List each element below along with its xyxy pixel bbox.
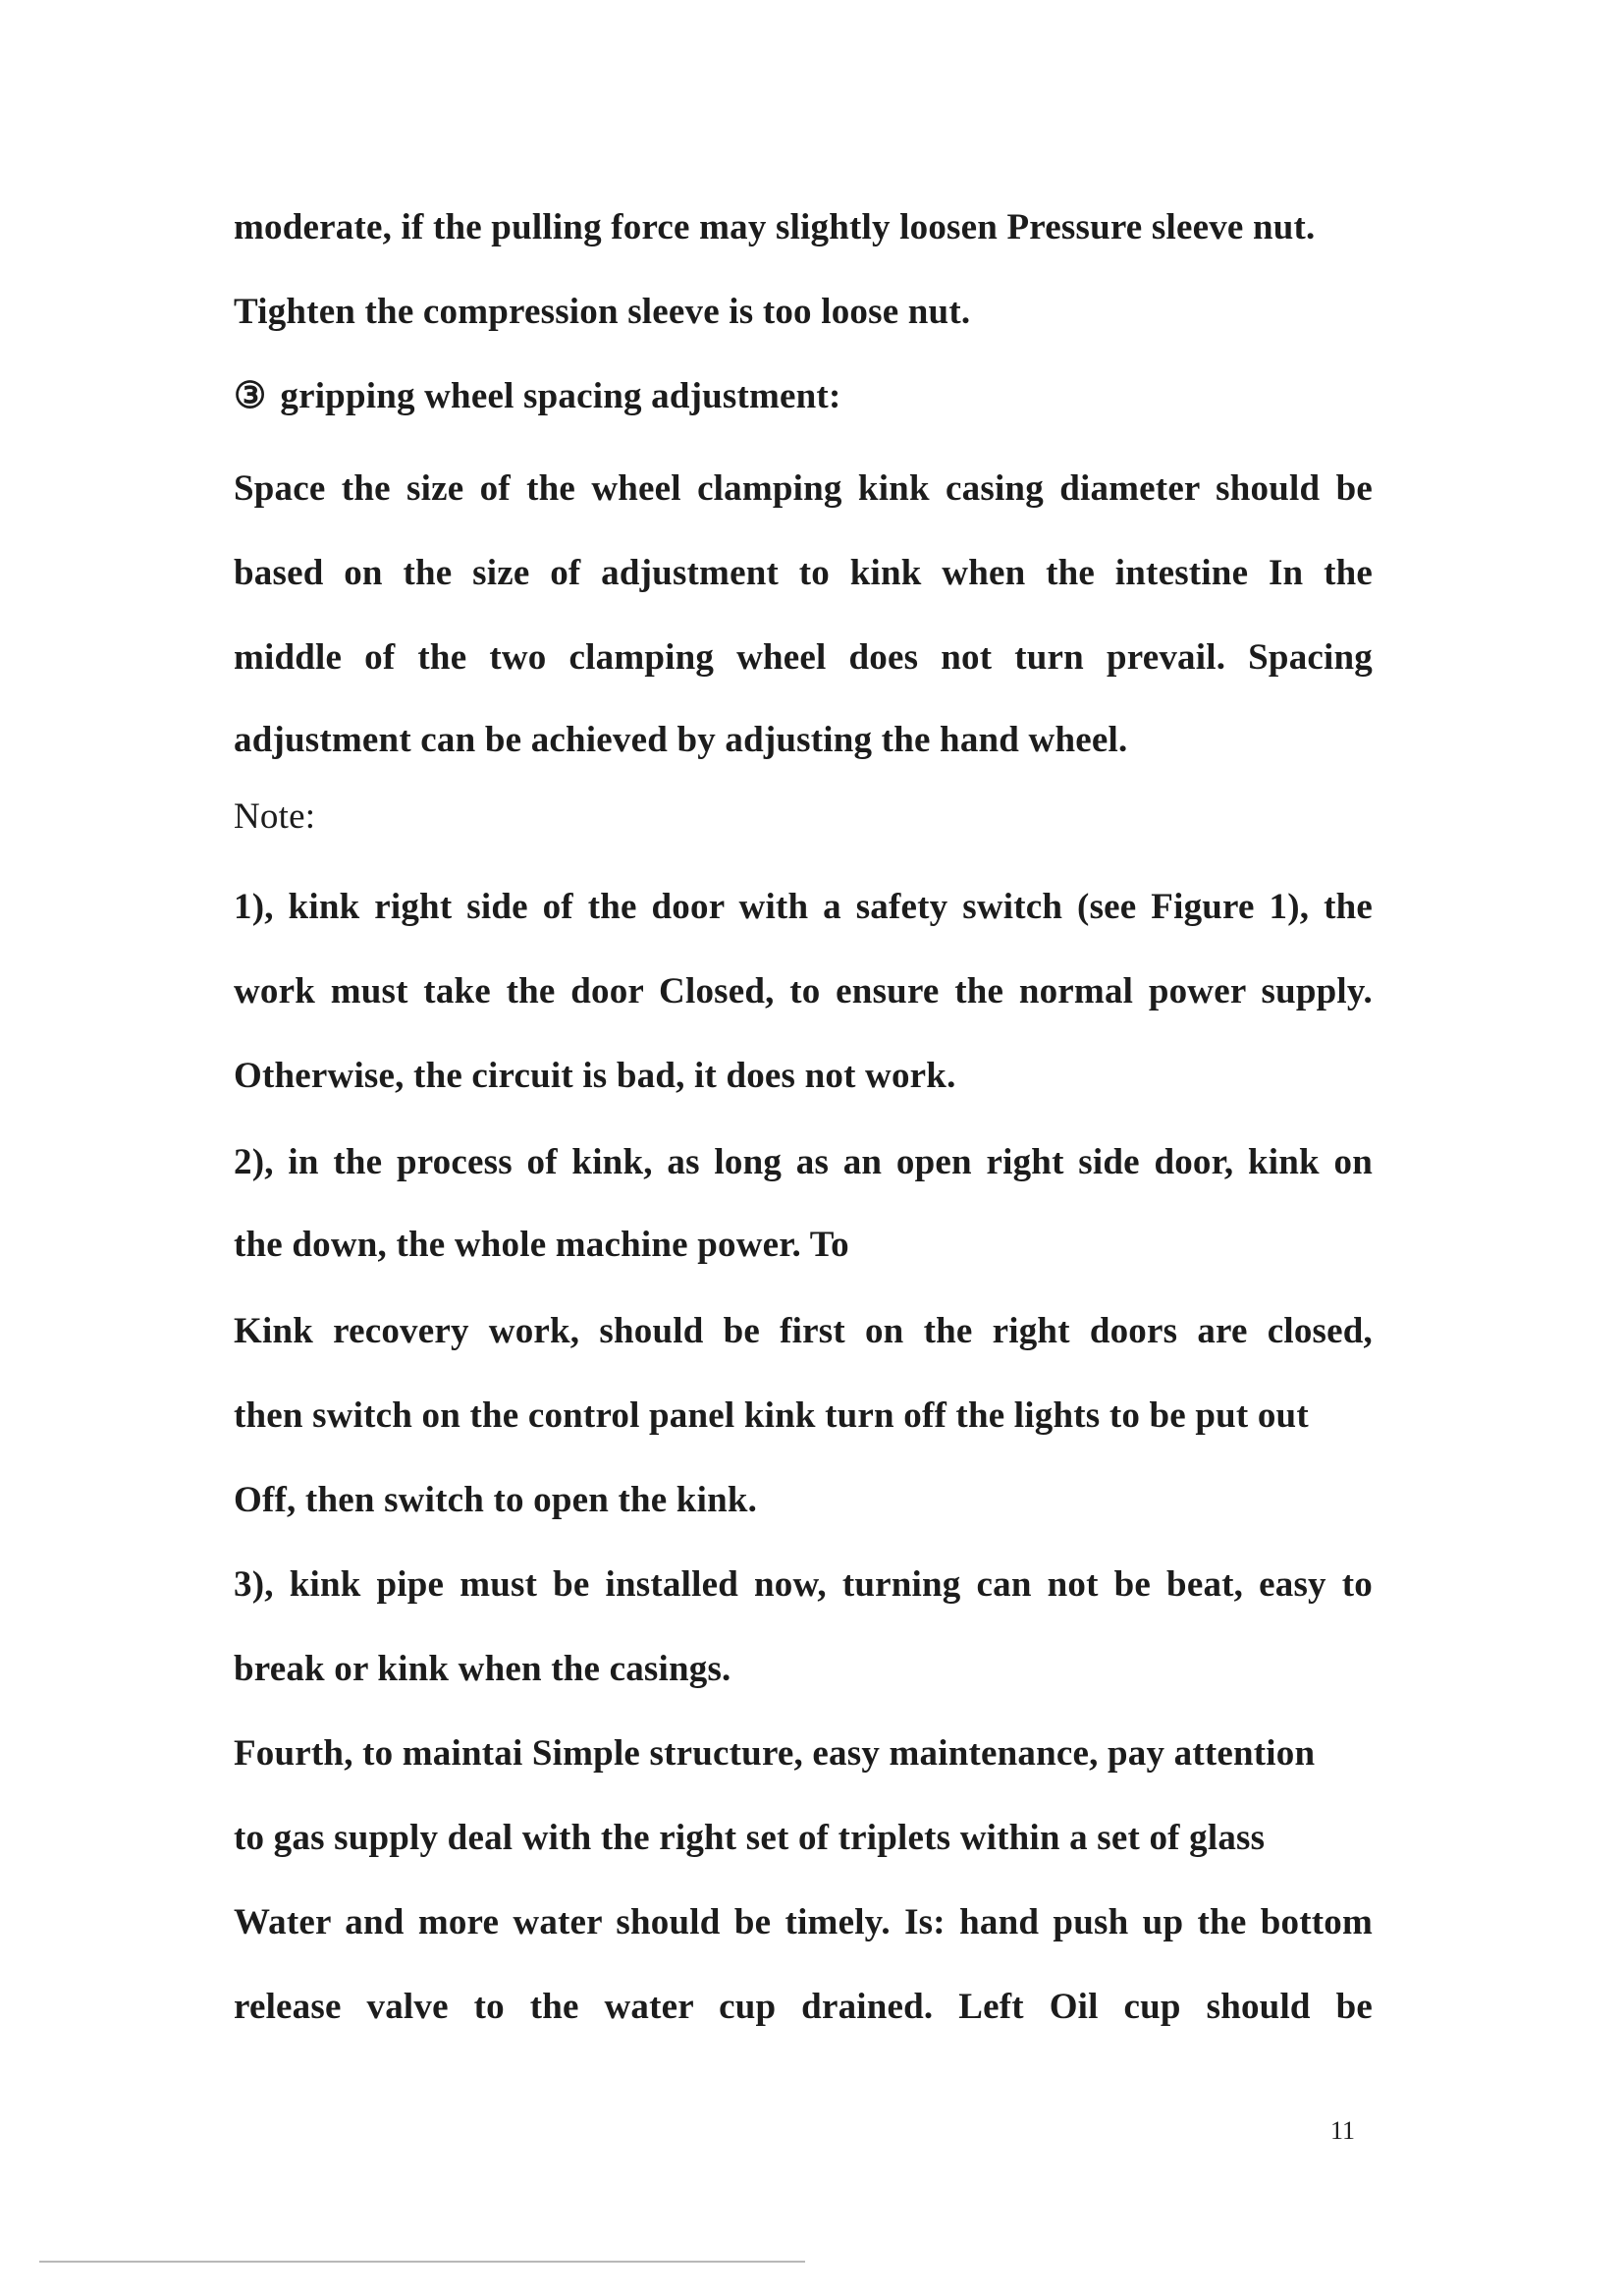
paragraph-line: Tighten the compression sleeve is too loose nut.: [234, 292, 971, 332]
paragraph-line: Fourth, to maintai Simple structure, easy maintenance, pay attention: [234, 1733, 1316, 1774]
note-item-line: Otherwise, the circuit is bad, it does not work.: [234, 1056, 956, 1096]
page-number: 11: [1330, 2116, 1356, 2145]
note-item-line: Kink recovery work, should be first on the right doors are closed,: [234, 1311, 1373, 1351]
note-heading: Note:: [234, 796, 316, 837]
paragraph-line: adjustment can be achieved by adjusting the hand wheel.: [234, 720, 1128, 760]
scan-edge-line: [39, 2261, 805, 2263]
paragraph-line: Space the size of the wheel clamping kink casing diameter should be: [234, 468, 1373, 509]
paragraph-line: moderate, if the pulling force may slightly loosen Pressure sleeve nut.: [234, 207, 1316, 247]
note-item-line: the down, the whole machine power. To: [234, 1225, 849, 1265]
note-item-line: break or kink when the casings.: [234, 1649, 731, 1689]
note-item-line: then switch on the control panel kink turn off the lights to be put out: [234, 1395, 1309, 1436]
note-item-line: 1), kink right side of the door with a safety switch (see Figure 1), the: [234, 887, 1373, 927]
note-item-line: Off, then switch to open the kink.: [234, 1480, 758, 1520]
paragraph-line: based on the size of adjustment to kink when the intestine In the: [234, 553, 1373, 593]
circled-number-marker: ③: [234, 376, 267, 416]
note-item-line: 3), kink pipe must be installed now, turning can not be beat, easy to: [234, 1564, 1373, 1605]
paragraph-line: middle of the two clamping wheel does not turn prevail. Spacing: [234, 637, 1373, 678]
section-heading-text: gripping wheel spacing adjustment:: [280, 376, 841, 416]
paragraph-line: to gas supply deal with the right set of triplets within a set of glass: [234, 1818, 1266, 1858]
paragraph-line: Water and more water should be timely. Is: hand push up the bottom: [234, 1902, 1373, 1942]
section-heading: [234, 373, 1373, 420]
note-item-line: work must take the door Closed, to ensure the normal power supply.: [234, 971, 1373, 1011]
paragraph-line: release valve to the water cup drained. Left Oil cup should be: [234, 1987, 1373, 2027]
note-item-line: 2), in the process of kink, as long as an open right side door, kink on: [234, 1142, 1373, 1182]
